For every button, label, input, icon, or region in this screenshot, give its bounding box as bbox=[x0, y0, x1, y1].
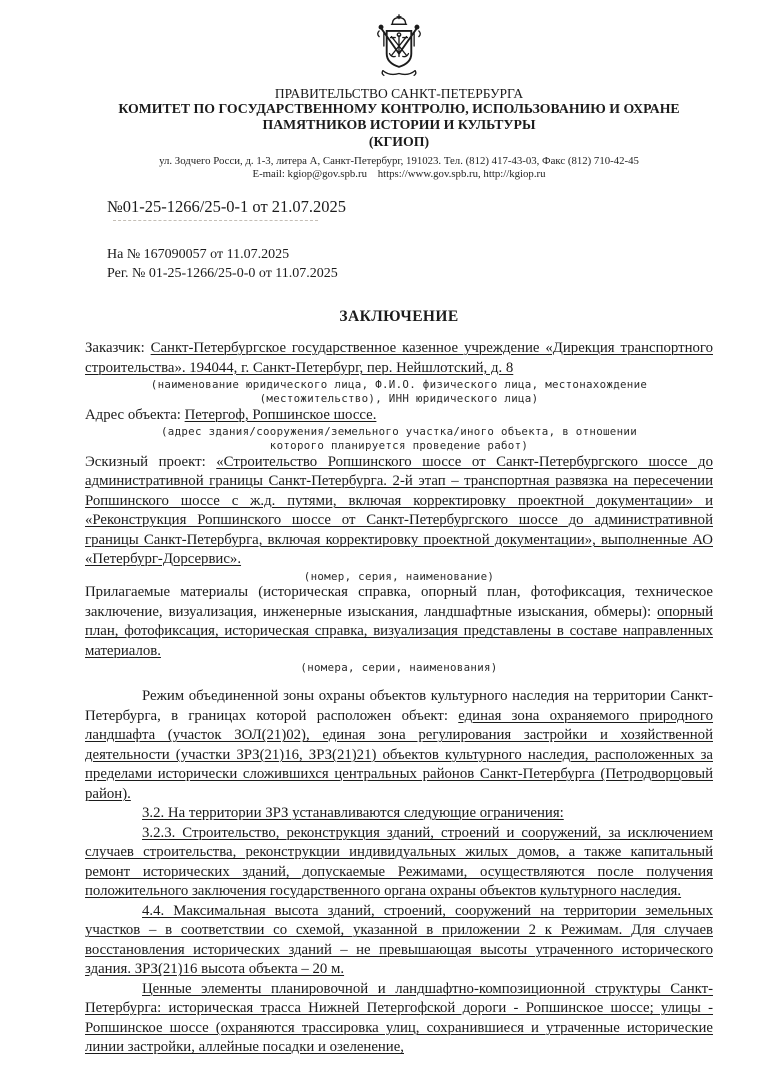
document-title: ЗАКЛЮЧЕНИЕ bbox=[339, 308, 459, 325]
field-customer bbox=[85, 339, 713, 378]
paragraph-3-2-3-text: 3.2.3. Строительство, реконструкция зданий, строений и сооружений, за исключением случаев строительства, реконструкции индивидуальных жилых домов, а также капитальный ремонт исторических зданий, допускаемые Режимами, осуществляются после получения положительного заключения государственного органа охраны объектов культурного наследия. bbox=[85, 824, 713, 900]
paragraph-gap bbox=[85, 675, 713, 687]
field-customer-value: Санкт-Петербургское государственное казенное учреждение «Дирекция транспортного строительства». 194044, г. Санкт-Петербург, пер. Нейшлотский, д. 8 bbox=[85, 340, 713, 376]
paragraph-valuable-elements-text: Ценные элементы планировочной и ландшафтно-композиционной структуры Санкт-Петербурга: историческая трасса Нижней Петергофской дороги - Ропшинское шоссе; улицы - Ропшинское шоссе (охраняются трассировка улиц, сохранившиеся и утраченные исторические линии застройки, аллейные посадки и озеленение, bbox=[85, 980, 713, 1056]
field-object-address bbox=[85, 406, 713, 426]
paragraph-3-2-3 bbox=[85, 824, 713, 902]
in-reply-to-number: На № 167090057 от 11.07.2025 bbox=[107, 247, 290, 262]
government-name: ПРАВИТЕЛЬСТВО САНКТ-ПЕТЕРБУРГА bbox=[274, 86, 524, 101]
paragraph-regime bbox=[85, 687, 713, 804]
committee-contacts: E-mail: kgiop@gov.spb.ru https://www.gov.spb.ru, http://kgiop.ru bbox=[252, 168, 546, 180]
field-materials-value: опорный план, фотофиксация, историческая справка, визуализация представлены в составе направленных материалов. bbox=[85, 603, 713, 659]
note-line: (номера, серии, наименования) bbox=[300, 661, 498, 675]
reference-numbers bbox=[107, 245, 713, 283]
note-line: (адрес здания/сооружения/земельного участка/иного объекта, в отношении bbox=[160, 425, 638, 439]
paragraph-regime-label: Режим объединенной зоны охраны объектов культурного наследия на территории Санкт-Петербурга, в границах которой расположен объект: bbox=[85, 688, 713, 724]
note-line: которого планируется проведение работ) bbox=[269, 438, 529, 452]
registration-number: Рег. № 01-25-1266/25-0-0 от 11.07.2025 bbox=[107, 266, 338, 281]
committee-abbr: (КГИОП) bbox=[368, 134, 430, 149]
field-sketch-project-note bbox=[85, 570, 713, 584]
field-materials bbox=[85, 583, 713, 661]
field-object-address-note bbox=[85, 425, 713, 453]
committee-name-1: КОМИТЕТ ПО ГОСУДАРСТВЕННОМУ КОНТРОЛЮ, ИСПОЛЬЗОВАНИЮ И ОХРАНЕ bbox=[118, 101, 680, 116]
letterhead bbox=[85, 12, 713, 181]
document-number-block bbox=[107, 197, 713, 221]
field-sketch-project-value: «Строительство Ропшинского шоссе от Санкт-Петербургского шоссе до административной границы Санкт-Петербурга. 2-й этап – транспортная развязка на пересечении Ропшинского шоссе с ж.д. путями, включая корректировку проектной документации» и «Реконструкция Ропшинского шоссе от Санкт-Петербургского шоссе до административной границы Санкт-Петербурга, включая корректировку проектной документации», выполненные АО «Петербург-Дорсервис». bbox=[85, 453, 713, 568]
committee-name-2: ПАМЯТНИКОВ ИСТОРИИ И КУЛЬТУРЫ bbox=[262, 117, 536, 132]
field-object-address-label: Адрес объекта: bbox=[85, 406, 185, 423]
document-number: №01-25-1266/25-0-1 от 21.07.2025 bbox=[107, 197, 347, 216]
field-sketch-project-label: Эскизный проект: bbox=[85, 453, 217, 470]
spb-coat-of-arms-icon bbox=[370, 12, 428, 82]
field-sketch-project bbox=[85, 453, 713, 570]
paragraph-valuable-elements bbox=[85, 980, 713, 1058]
paragraph-3-2 bbox=[85, 804, 713, 824]
paragraph-4-4 bbox=[85, 902, 713, 980]
committee-address: ул. Зодчего Росси, д. 1-3, литера А, Санкт-Петербург, 191023. Тел. (812) 417-43-03, Факс (812) 710-42-45 bbox=[159, 155, 639, 167]
field-customer-note bbox=[85, 378, 713, 406]
field-object-address-value: Петергоф, Ропшинское шоссе. bbox=[184, 406, 377, 423]
paragraph-regime-value: единая зона охраняемого природного ландшафта (участок ЗОЛ(21)02), единая зона регулирования застройки и хозяйственной деятельности (участки ЗРЗ(21)16, ЗРЗ(21)21) объектов культурного наследия, расположенных за пределами исторически сложившихся центральных районов Санкт-Петербурга (Петродворцовый район). bbox=[85, 707, 714, 802]
note-line: (наименование юридического лица, Ф.И.О. физического лица, местонахождение bbox=[150, 378, 648, 391]
note-line: (номер, серия, наименование) bbox=[303, 569, 495, 583]
field-customer-label: Заказчик: bbox=[85, 340, 151, 356]
field-materials-label: Прилагаемые материалы (историческая справка, опорный план, фотофиксация, техническое заключение, визуализация, инженерные изыскания, ландшафтные изыскания, обмеры): bbox=[85, 584, 713, 620]
field-materials-note bbox=[85, 661, 713, 675]
document-body bbox=[85, 339, 713, 1058]
paragraph-4-4-text: 4.4. Максимальная высота зданий, строений, сооружений на территории земельных участков – в соответствии со схемой, указанной в приложении 2 к Режимам. Для случаев восстановления исторических зданий – не превышающая высоты утраченного исторического здания. ЗРЗ(21)16 высота объекта – 20 м. bbox=[85, 902, 713, 978]
stamp-placeholder-line bbox=[113, 220, 318, 221]
paragraph-3-2-text: 3.2. На территории ЗРЗ устанавливаются следующие ограничения: bbox=[142, 805, 564, 822]
note-line: (местожительство), ИНН юридического лица) bbox=[259, 391, 539, 405]
